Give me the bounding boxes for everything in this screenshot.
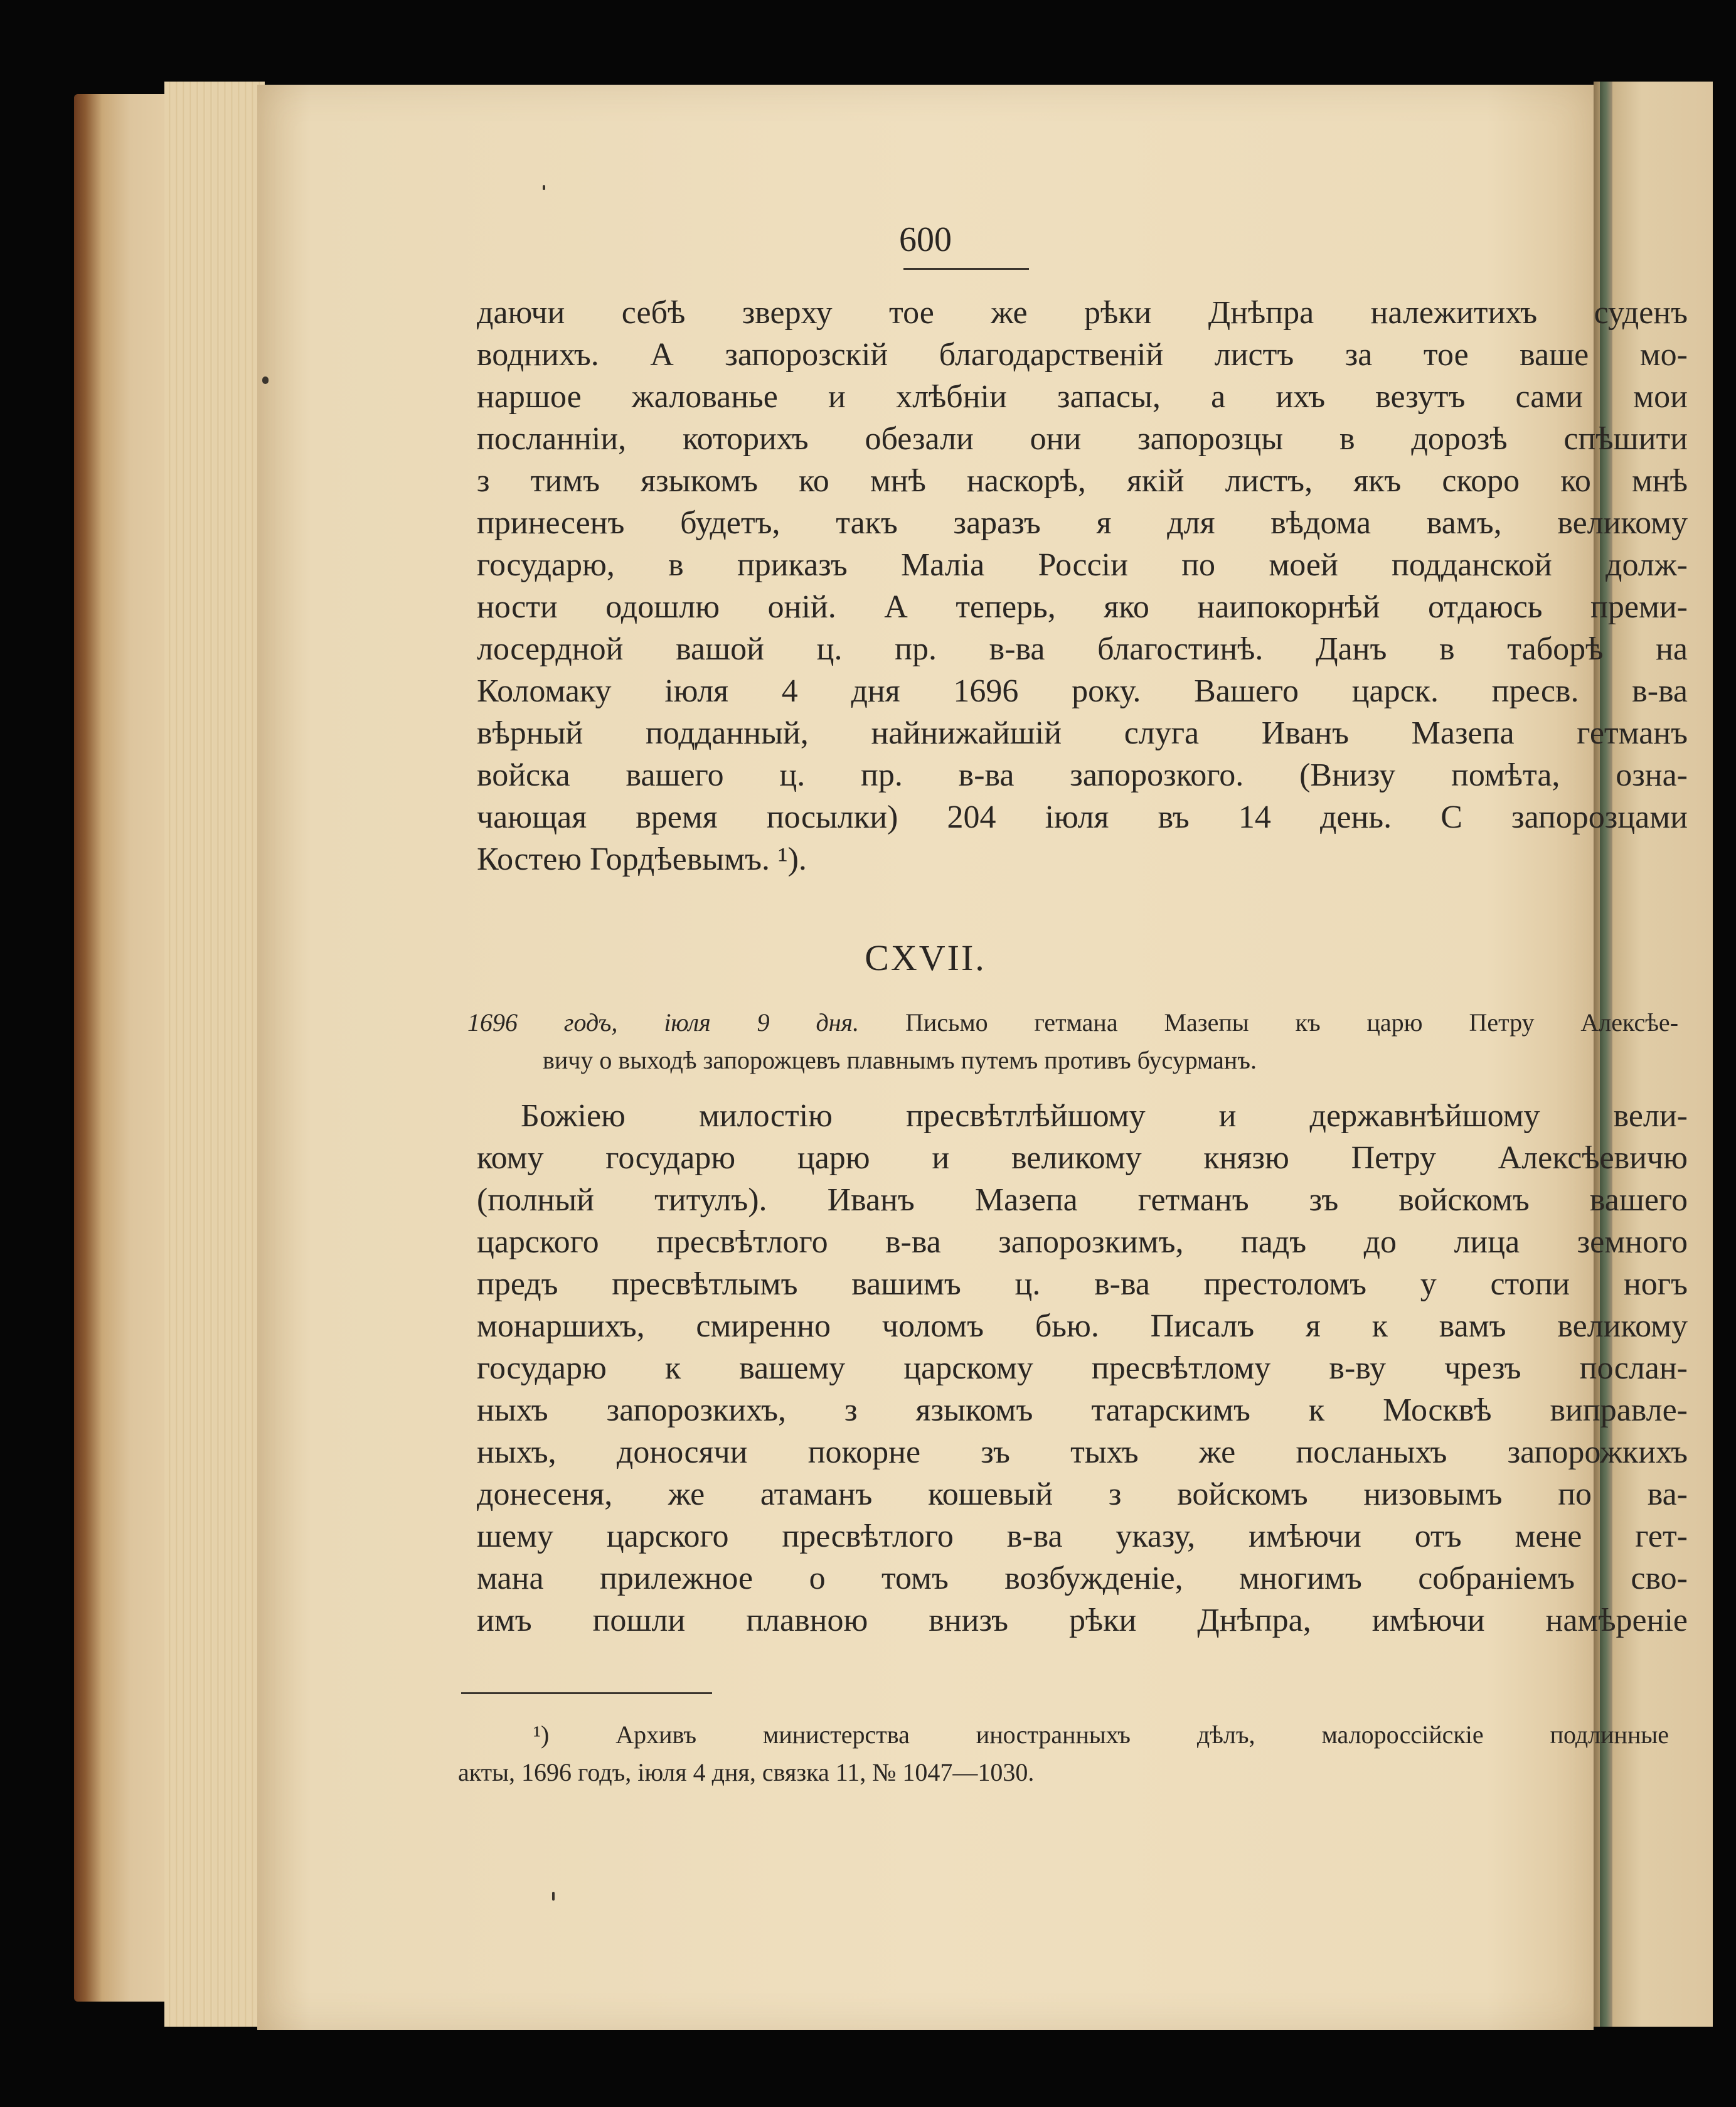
text-line: принесенъ будетъ, такъ заразъ я для вѣдома вамъ, великому [477, 505, 1688, 541]
text-line: ныхъ запорозкихъ, з языкомъ татарскимъ к Москвѣ виправле- [477, 1392, 1688, 1428]
summary-line-1 [467, 1004, 1678, 1042]
section-heading: CXVII. [865, 937, 986, 978]
text-line: наршое жалованье и хлѣбніи запасы, а ихъ везутъ сами мои [477, 379, 1688, 415]
text-line: царского пресвѣтлого в-ва запорозкимъ, падъ до лица земного [477, 1224, 1688, 1260]
text-line: донесеня, же атаманъ кошевый з войскомъ низовымъ по ва- [477, 1476, 1688, 1512]
footnote-line: ¹) Архивъ министерства иностранныхъ дѣлъ, малороссійскіе подлинные [533, 1720, 1669, 1749]
text-line: ныхъ, доносячи покорне зъ тыхъ же посланыхъ запорожкихъ [477, 1434, 1688, 1470]
text-line: чающая время посылки) 204 іюля въ 14 день. С запорозцами [477, 799, 1688, 835]
paragraph-1 [477, 292, 1688, 880]
ink-speck [552, 1892, 555, 1901]
summary-line-2: вичу о выходѣ запорожцевъ плавнымъ путемъ противъ бусурманъ. [543, 1046, 1257, 1074]
page-number-rule [903, 268, 1029, 270]
text-line: (полный титулъ). Иванъ Мазепа гетманъ зъ войскомъ вашего [477, 1182, 1688, 1218]
ink-speck [543, 185, 545, 190]
text-line: кому государю царю и великому князю Петру Алексѣевичю [477, 1140, 1688, 1176]
text-line: даючи себѣ зверху тое же рѣки Днѣпра належитихъ суденъ [477, 295, 1688, 331]
book-cover-edge [74, 94, 168, 2002]
text-line: посланніи, которихъ обезали они запорозцы в дорозѣ спѣшити [477, 421, 1688, 457]
text-line: предъ пресвѣтлымъ вашимъ ц. в-ва престоломъ у стопи ногъ [477, 1266, 1688, 1302]
summary-date: 1696 годъ, іюля 9 дня. [467, 1008, 860, 1037]
ink-speck [262, 376, 269, 384]
text-line: ности одошлю оній. А теперь, яко наипокорнѣй отдаюсь преми- [477, 589, 1688, 625]
paragraph-2 [477, 1095, 1688, 1641]
letter-summary [467, 1004, 1678, 1079]
text-line: войска вашего ц. пр. в-ва запорозкого. (Внизу помѣта, озна- [477, 757, 1688, 793]
text-line: монаршихъ, смиренно чоломъ бью. Писалъ я к вамъ великому [477, 1308, 1688, 1344]
text-line: воднихъ. А запорозскій благодарственій листъ за тое ваше мо- [477, 337, 1688, 373]
text-line: вѣрный подданный, найнижайшій слуга Иванъ Мазепа гетманъ [477, 715, 1688, 751]
page-stack-edge [164, 82, 265, 2027]
text-line: Божіею милостію пресвѣтлѣйшому и державнѣйшому вели- [521, 1098, 1688, 1134]
text-line: государю, в приказъ Маліа Россіи по моей подданской долж- [477, 547, 1688, 583]
text-line: государю к вашему царскому пресвѣтлому в-ву чрезъ послан- [477, 1350, 1688, 1386]
text-line: з тимъ языкомъ ко мнѣ наскорѣ, якій листъ, якъ скоро ко мнѣ [477, 463, 1688, 499]
text-line: Коломаку іюля 4 дня 1696 року. Вашего царск. пресв. в-ва [477, 673, 1688, 709]
text-line: лосердной вашой ц. пр. в-ва благостинѣ. Данъ в таборѣ на [477, 631, 1688, 667]
footnote-rule [461, 1692, 712, 1694]
text-line: мана прилежное о томъ возбужденіе, многимъ собраніемъ сво- [477, 1560, 1688, 1596]
footnotes [458, 1716, 1669, 1791]
text-line: Костею Гордѣевымъ. ¹). [477, 841, 807, 877]
text-line: имъ пошли плавною внизъ рѣки Днѣпра, имѣючи намѣреніе [477, 1603, 1688, 1638]
footnote-line: акты, 1696 годъ, іюля 4 дня, связка 11, № 1047—1030. [458, 1758, 1035, 1786]
summary-line-1-text: Письмо гетмана Мазепы къ царю Петру Алексѣе- [905, 1008, 1679, 1037]
text-line: шему царского пресвѣтлого в-ва указу, имѣючи отъ мене гет- [477, 1518, 1688, 1554]
page-number: 600 [899, 220, 952, 259]
book-page [257, 85, 1688, 2030]
